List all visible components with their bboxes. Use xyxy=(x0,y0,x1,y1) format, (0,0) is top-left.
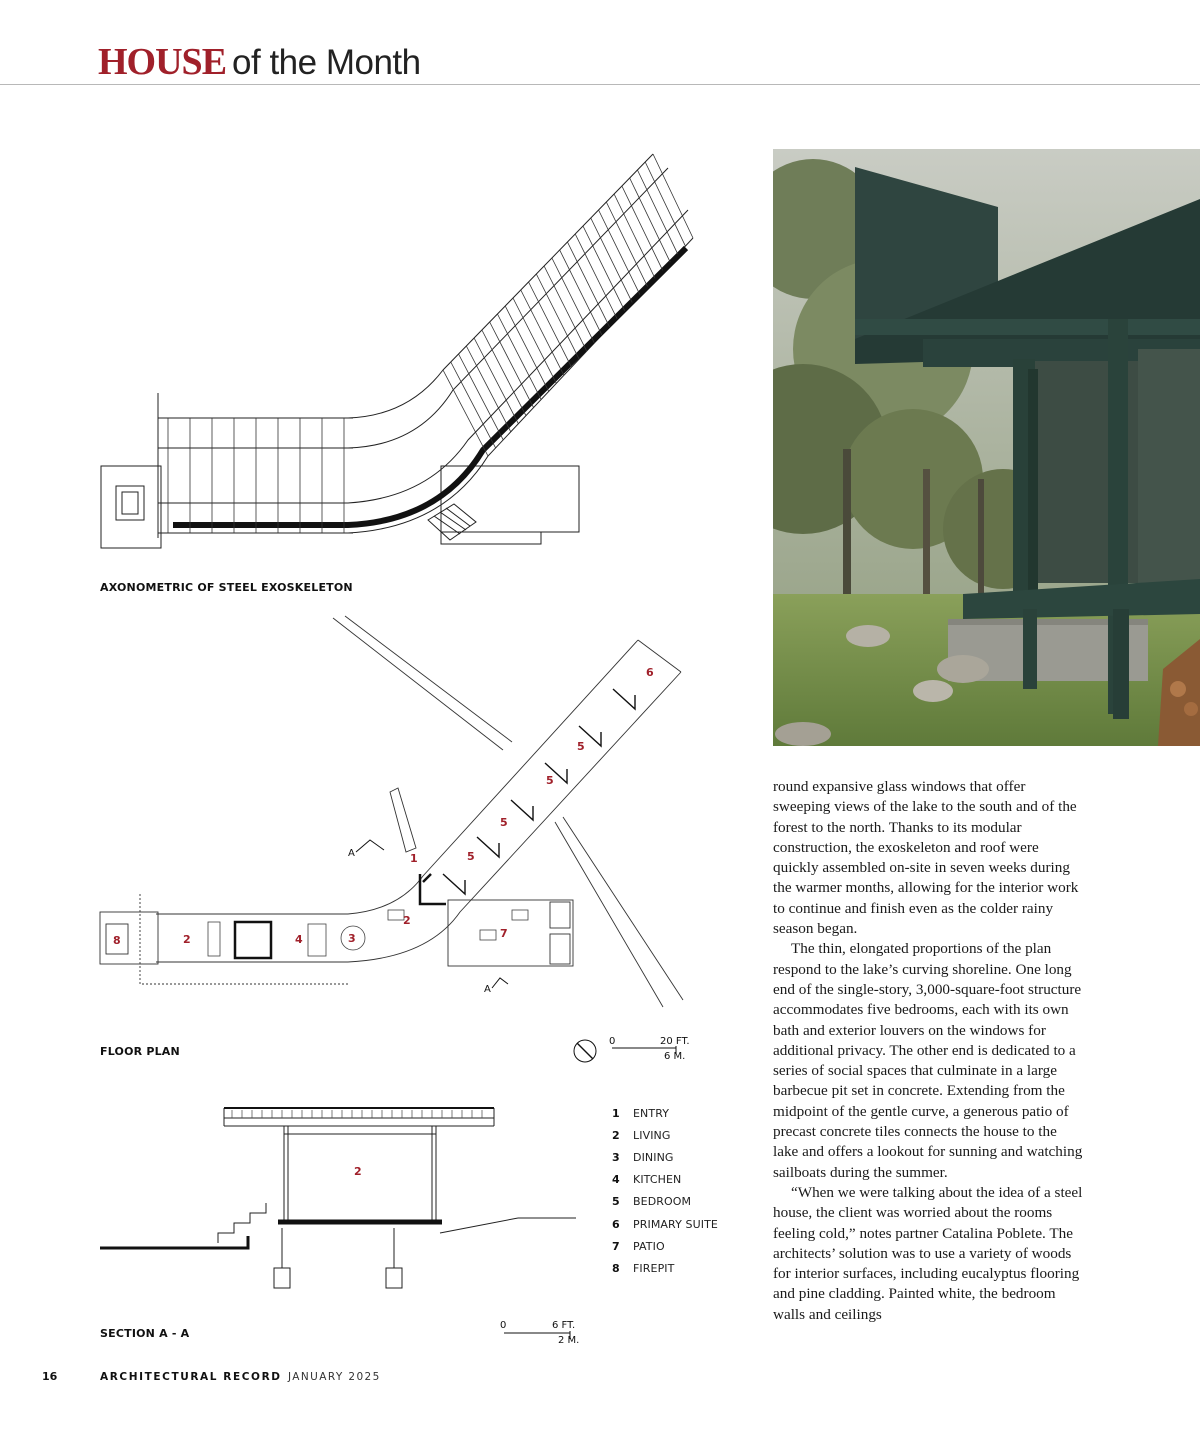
article-body xyxy=(773,777,1085,1325)
legend-num: 7 xyxy=(612,1239,620,1253)
plan-label-living-a: 2 xyxy=(183,933,191,946)
paragraph-3: “When we were talking about the idea of a steel house, the client was worried about the rooms feeling cold,” notes partner Catalina Poblete. The architects’ solution was to use a variety of woods for interior surfaces, including eucalyptus flooring and pine cladding. Painted white, the bedroom walls and ceilings xyxy=(773,1183,1083,1323)
bedroom-bay-wall xyxy=(511,800,533,820)
legend-row xyxy=(612,1257,772,1279)
header-rule xyxy=(0,84,1200,85)
legend-row xyxy=(612,1146,772,1168)
legend-num: 1 xyxy=(612,1106,620,1120)
page-header xyxy=(98,40,421,84)
legend-row xyxy=(612,1213,772,1235)
legend-num: 4 xyxy=(612,1173,620,1187)
bedroom-bay-wall xyxy=(613,689,635,709)
plan-scale-feet: 20 FT. xyxy=(660,1036,690,1047)
plan-label-dining: 3 xyxy=(348,932,356,945)
section-drawing xyxy=(98,1098,588,1298)
legend-num: 5 xyxy=(612,1195,620,1209)
legend-label: DINING xyxy=(633,1150,674,1164)
plan-label-entry: 1 xyxy=(410,852,418,865)
page-number: 16 xyxy=(42,1370,58,1383)
legend-label: ENTRY xyxy=(633,1106,670,1120)
legend-num: 2 xyxy=(612,1128,620,1142)
header-house: HOUSE xyxy=(98,41,227,83)
legend-num: 3 xyxy=(612,1150,620,1164)
north-arrow-icon xyxy=(572,1038,598,1064)
header-rest: of the Month xyxy=(232,43,421,82)
footer-date: JANUARY 2025 xyxy=(288,1371,381,1383)
plan-label-patio: 7 xyxy=(500,927,508,940)
floor-plan-drawing xyxy=(98,612,698,1012)
bedroom-bay-wall xyxy=(477,837,499,857)
legend-label: PATIO xyxy=(633,1239,665,1253)
section-scale-meters: 2 M. xyxy=(558,1335,580,1346)
legend-num: 8 xyxy=(612,1261,620,1275)
section-scale-zero: 0 xyxy=(500,1320,507,1331)
section-room-label: 2 xyxy=(354,1165,362,1178)
footer-magazine: ARCHITECTURAL RECORD xyxy=(100,1371,282,1383)
plan-label-living-b: 2 xyxy=(403,914,411,927)
plan-label-bedroom-c: 5 xyxy=(546,774,554,787)
plan-label-bedroom-d: 5 xyxy=(577,740,585,753)
plan-label-primary-suite: 6 xyxy=(646,666,654,679)
legend-label: BEDROOM xyxy=(633,1195,692,1209)
legend-row xyxy=(612,1191,772,1213)
plan-label-bedroom-a: 5 xyxy=(467,850,475,863)
section-mark-bottom: A xyxy=(484,984,491,995)
plan-scale-meters: 6 M. xyxy=(664,1051,686,1062)
axonometric-drawing xyxy=(98,148,698,568)
plan-label-firepit: 8 xyxy=(113,934,121,947)
section-caption: SECTION A - A xyxy=(100,1327,190,1340)
legend-label: PRIMARY SUITE xyxy=(633,1217,718,1231)
section-scale-feet: 6 FT. xyxy=(552,1320,576,1331)
legend-row xyxy=(612,1124,772,1146)
paragraph-1: round expansive glass windows that offer sweeping views of the lake to the south and of the forest to the north. Thanks to its modular construction, the exoskeleton and roof were quickly assembled on-site in seven weeks during the warmer months, allowing for the interior work to continue and finish even as the colder rainy season began. xyxy=(773,778,1079,938)
legend-num: 6 xyxy=(612,1217,620,1231)
plan-label-bedroom-b: 5 xyxy=(500,816,508,829)
legend-row xyxy=(612,1169,772,1191)
section-mark-top: A xyxy=(348,848,355,859)
room-legend xyxy=(612,1102,772,1280)
axonometric-caption: AXONOMETRIC OF STEEL EXOSKELETON xyxy=(100,581,353,594)
house-photo xyxy=(773,149,1200,746)
legend-label: KITCHEN xyxy=(633,1173,682,1187)
floor-plan-caption: FLOOR PLAN xyxy=(100,1045,180,1058)
legend-label: FIREPIT xyxy=(633,1261,675,1275)
bedroom-bay-wall xyxy=(443,874,465,894)
house-photo-image xyxy=(773,149,1200,746)
legend-row xyxy=(612,1102,772,1124)
paragraph-2: The thin, elongated proportions of the plan respond to the lake’s curving shoreline. One long end of the single-story, 3,000-square-foot structure accommodates five bedrooms, each with its own bath and exterior louvers on the windows for additional privacy. The other end is dedicated to a series of social spaces that culminate in a large barbecue pit set in concrete. Extending from the midpoint of the gentle curve, a generous patio of precast concrete tiles connects the house to the lake and offers a lookout for sunning and watching sailboats during the summer. xyxy=(773,940,1083,1181)
legend-row xyxy=(612,1235,772,1257)
legend-label: LIVING xyxy=(633,1128,671,1142)
plan-scale-zero: 0 xyxy=(609,1036,616,1047)
plan-label-kitchen: 4 xyxy=(295,933,303,946)
